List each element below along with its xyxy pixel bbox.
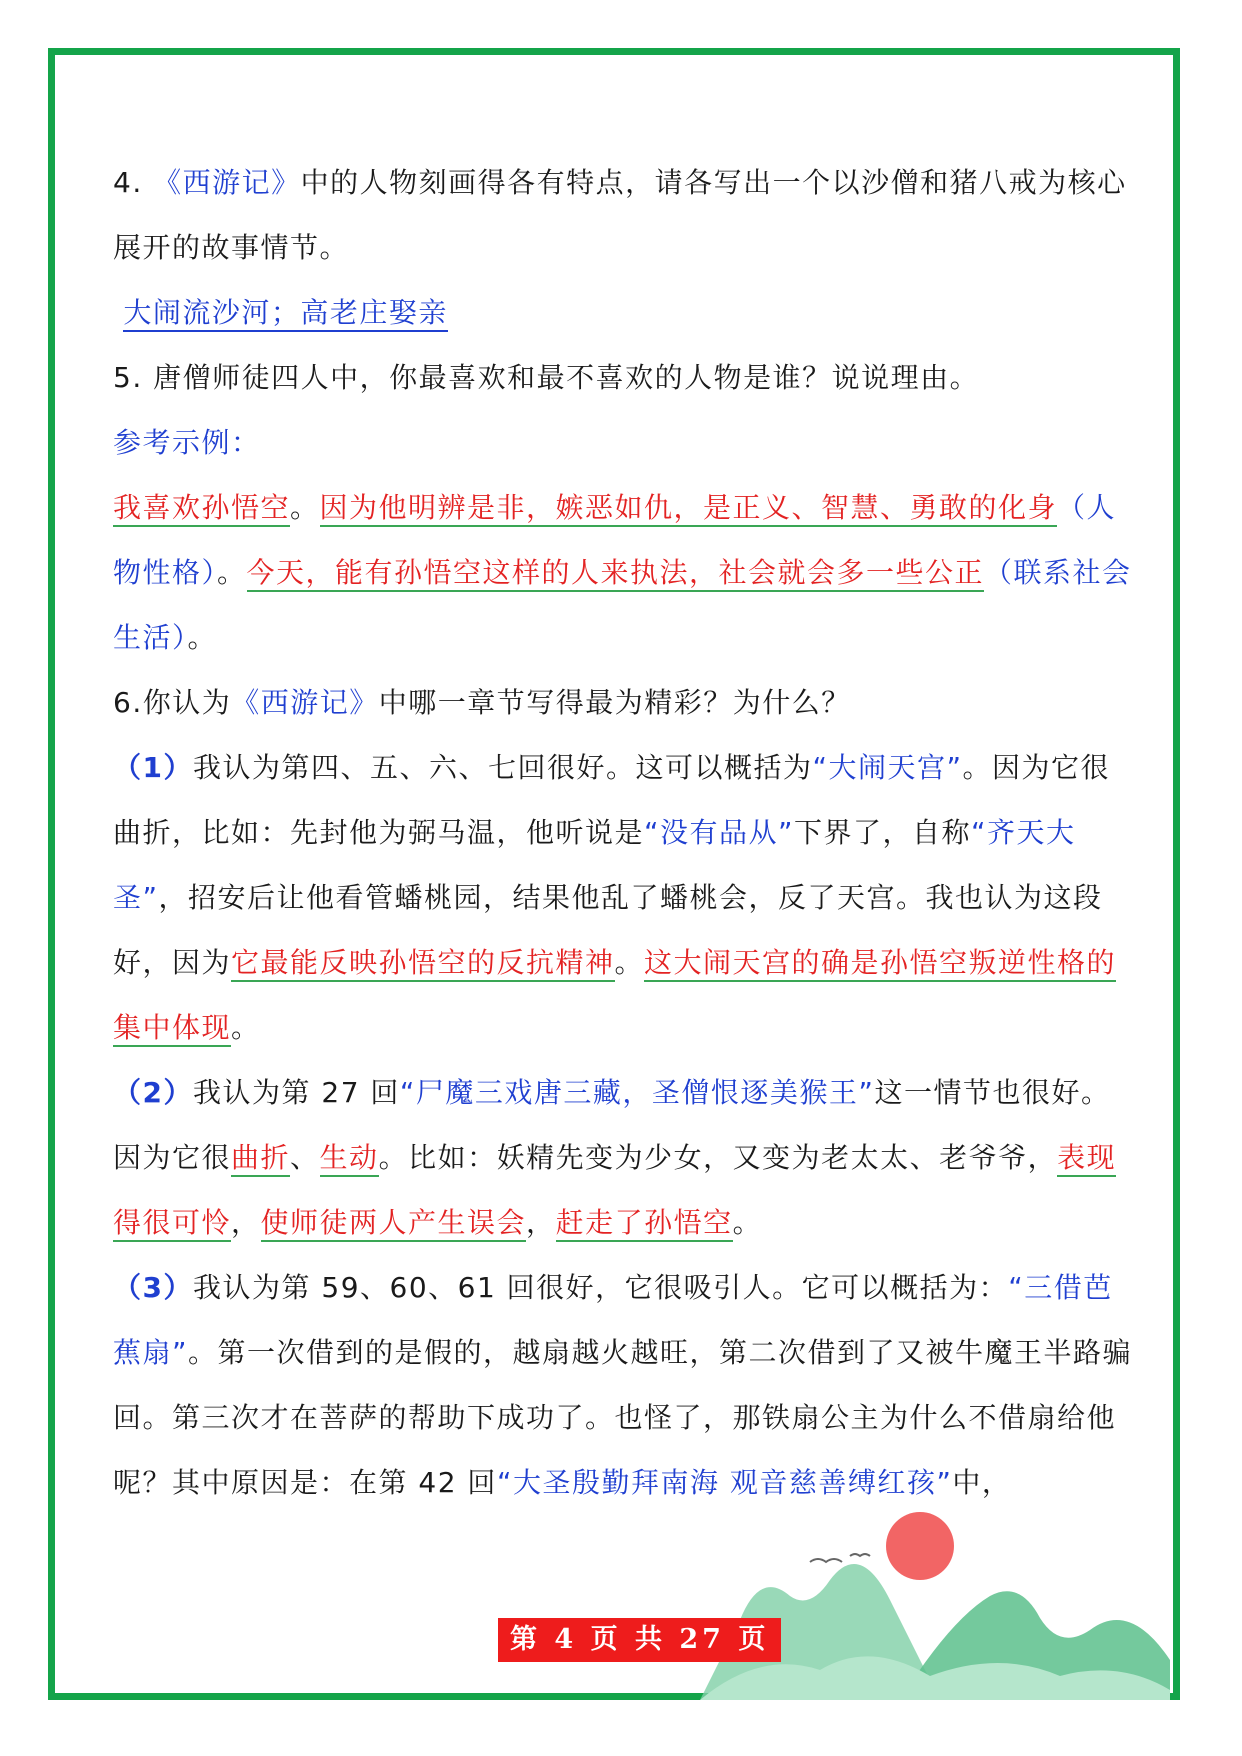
book-title: 《西游记》: [153, 166, 301, 199]
mountain-sun-illustration: [700, 1500, 1170, 1700]
sun-icon: [886, 1512, 954, 1580]
reference-label: 参考示例：: [113, 426, 261, 459]
answer-6-2: （2）我认为第 27 回“尸魔三戏唐三藏，圣僧恨逐美猴王”这一情节也很好。因为它很曲折、生动。比如：妖精先变为少女，又变为老太太、老爷爷，表现得很可怜，使师徒两人产生误会，赶走了孙悟空。: [113, 1060, 1133, 1255]
answer-6-3: （3）我认为第 59、60、61 回很好，它很吸引人。它可以概括为：“三借芭蕉扇”。第一次借到的是假的，越扇越火越旺，第二次借到了又被牛魔王半路骗回。第三次才在菩萨的帮助下成功了。也怪了，那铁扇公主为什么不借扇给他呢？其中原因是：在第 42 回“大圣殷勤拜南海 观音慈善缚红孩”中，: [113, 1271, 1133, 1499]
question-5: 5. 唐僧师徒四人中，你最喜欢和最不喜欢的人物是谁？说说理由。: [113, 361, 980, 394]
question-4: 4. 《西游记》中的人物刻画得各有特点，请各写出一个以沙僧和猪八戒为核心展开的故事情节。: [113, 166, 1127, 264]
page-number-label: 第 4 页 共 27 页: [498, 1618, 781, 1662]
answer-4: 大闹流沙河；高老庄娶亲: [113, 280, 1133, 345]
document-body: [113, 150, 1133, 1515]
answer-5: 我喜欢孙悟空。因为他明辨是非，嫉恶如仇，是正义、智慧、勇敢的化身（人物性格）。今天，能有孙悟空这样的人来执法，社会就会多一些公正（联系社会生活）。: [113, 491, 1132, 654]
answer-6-1: （1）我认为第四、五、六、七回很好。这可以概括为“大闹天宫”。因为它很曲折，比如：先封他为弼马温，他听说是“没有品从”下界了，自称“齐天大圣”，招安后让他看管蟠桃园，结果他乱了蟠桃会，反了天宫。我也认为这段好，因为它最能反映孙悟空的反抗精神。这大闹天宫的确是孙悟空叛逆性格的集中体现。: [113, 735, 1133, 1060]
book-title: 《西游记》: [231, 686, 379, 719]
question-6: 6.你认为《西游记》中哪一章节写得最为精彩？为什么？: [113, 686, 851, 719]
birds-icon: [810, 1554, 870, 1562]
